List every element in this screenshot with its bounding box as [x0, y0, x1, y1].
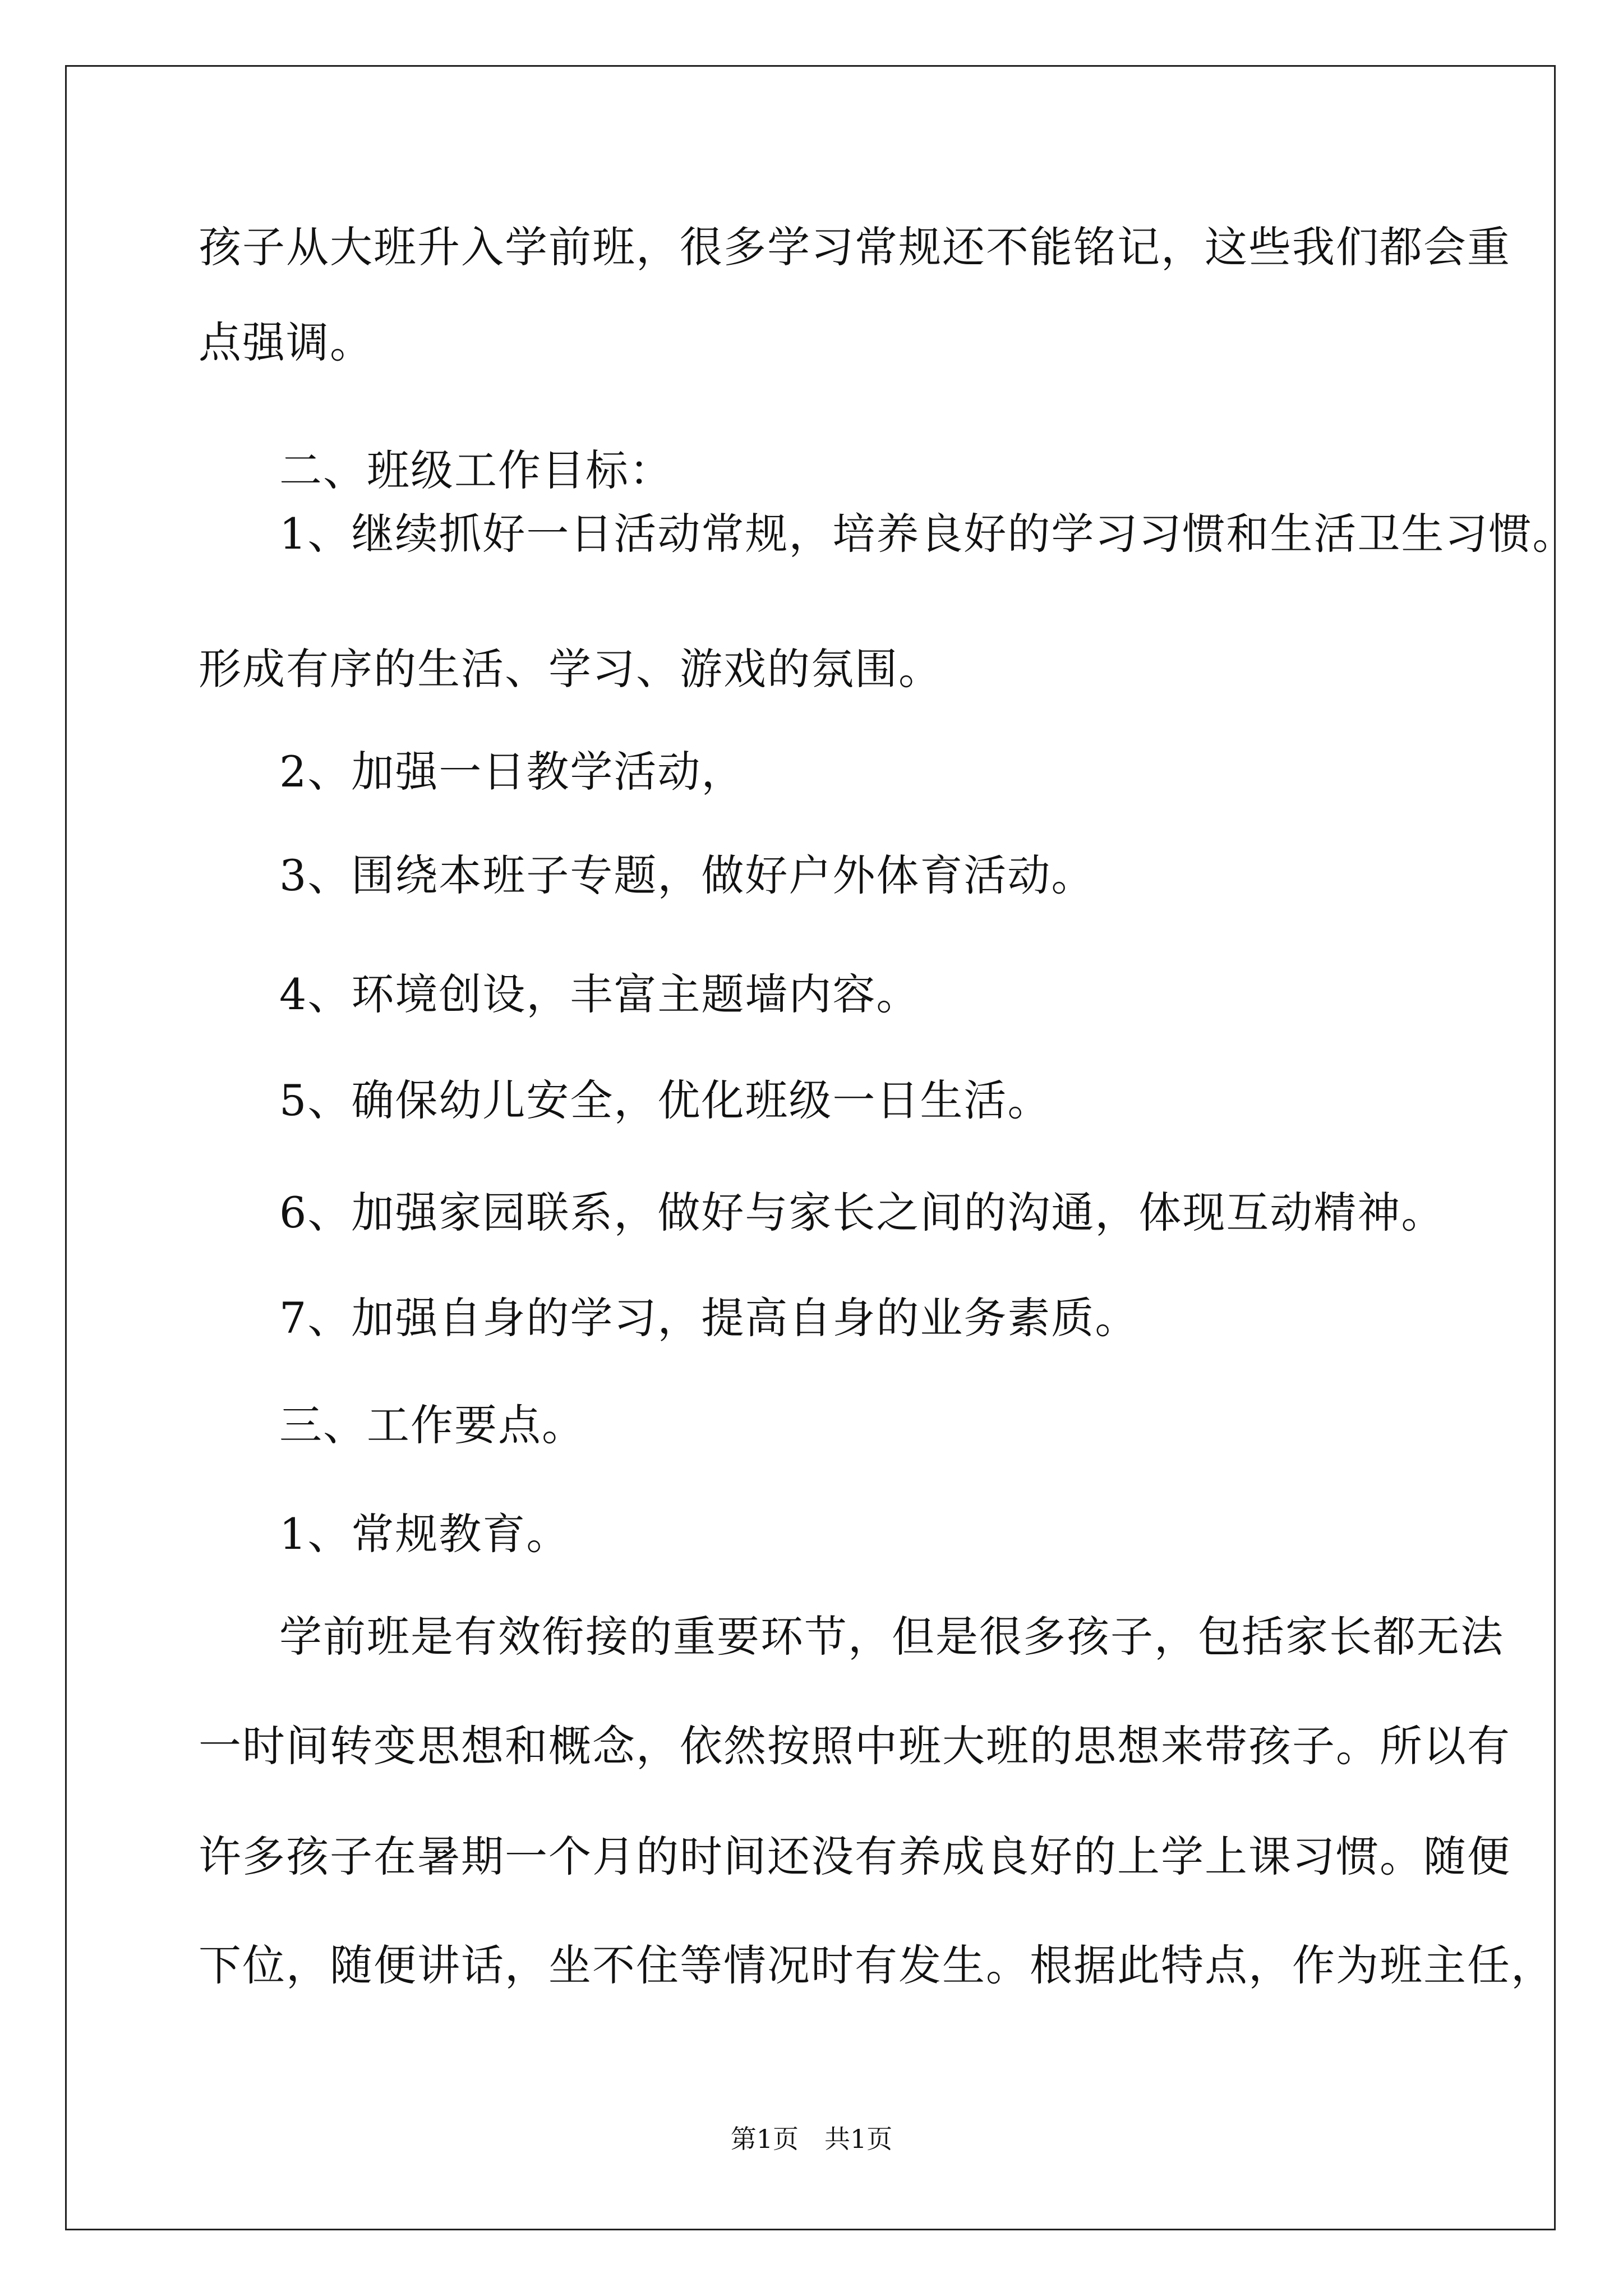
list-item: 3、围绕本班子专题，做好户外体育活动。 — [279, 850, 1095, 900]
page-frame — [65, 65, 1556, 2230]
list-item: 2、加强一日教学活动， — [279, 747, 745, 797]
text-line: 孩子从大班升入学前班，很多学习常规还不能铭记，这些我们都会重 — [199, 222, 1511, 272]
text-line: 许多孩子在暑期一个月的时间还没有养成良好的上学上课习惯。随便 — [199, 1832, 1511, 1881]
list-item: 7、加强自身的学习，提高自身的业务素质。 — [279, 1293, 1139, 1343]
section-heading: 三、工作要点。 — [279, 1400, 585, 1450]
subsection-heading: 1、常规教育。 — [279, 1509, 570, 1559]
list-item: 5、确保幼儿安全，优化班级一日生活。 — [279, 1075, 1052, 1125]
text-line: 点强调。 — [199, 318, 374, 367]
section-heading: 二、班级工作目标： — [279, 445, 673, 495]
text-line: 形成有序的生活、学习、游戏的氛围。 — [199, 644, 942, 694]
list-item: 6、加强家园联系，做好与家长之间的沟通，体现互动精神。 — [279, 1188, 1445, 1237]
text-line: 一时间转变思想和概念，依然按照中班大班的思想来带孩子。所以有 — [199, 1721, 1511, 1771]
text-line: 下位，随便讲话，坐不住等情况时有发生。根据此特点，作为班主任， — [199, 1940, 1555, 1990]
page-number: 第1页 共1页 — [730, 2124, 893, 2154]
text-line: 学前班是有效衔接的重要环节，但是很多孩子，包括家长都无法 — [279, 1612, 1504, 1662]
list-item: 1、继续抓好一日活动常规，培养良好的学习习惯和生活卫生习惯。 — [279, 509, 1576, 559]
list-item: 4、环境创设，丰富主题墙内容。 — [279, 969, 920, 1019]
